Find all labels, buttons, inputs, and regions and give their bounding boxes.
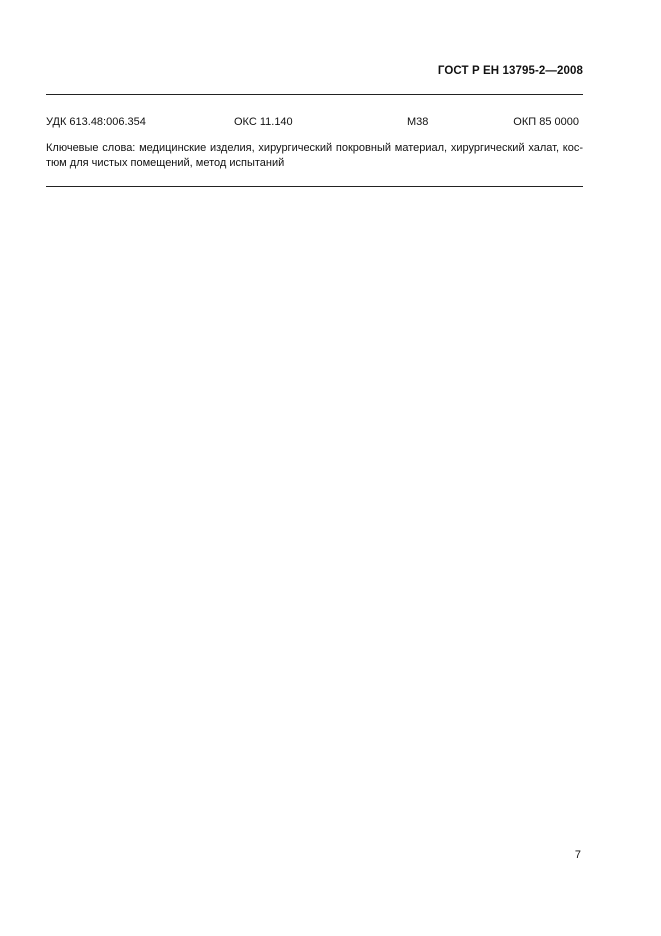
keywords-block bbox=[46, 141, 583, 171]
top-divider bbox=[46, 94, 583, 95]
document-code: ГОСТ Р ЕН 13795-2—2008 bbox=[437, 65, 583, 77]
bottom-divider bbox=[46, 186, 583, 187]
keywords-line-2: тюм для чистых помещений, метод испытаний bbox=[46, 157, 285, 169]
oks-code: ОКС 11.140 bbox=[234, 116, 293, 128]
okp-code: ОКП 85 0000 bbox=[513, 116, 579, 128]
page-number: 7 bbox=[574, 849, 581, 861]
classification-row bbox=[46, 116, 583, 130]
udk-code: УДК 613.48:006.354 bbox=[46, 116, 146, 128]
m-code: М38 bbox=[407, 116, 429, 128]
keywords-line-1: Ключевые слова: медицинские изделия, хирургический покровный материал, хирургический халат, кос- bbox=[46, 142, 583, 154]
